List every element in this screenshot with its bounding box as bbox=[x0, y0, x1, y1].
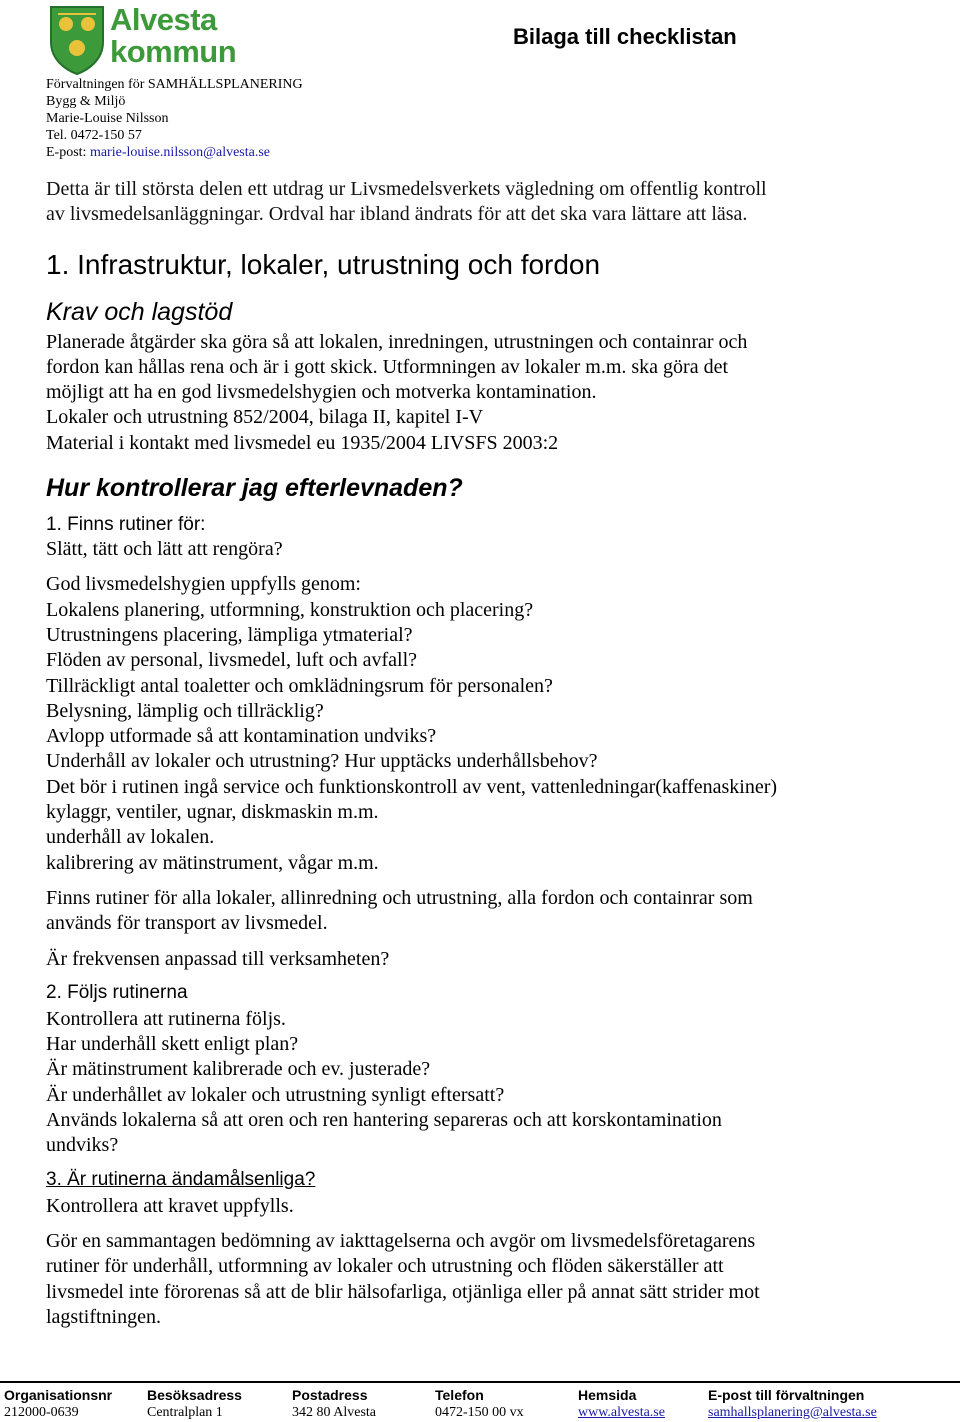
requirements-heading: Krav och lagstöd bbox=[46, 297, 233, 326]
sender-email-link[interactable]: marie-louise.nilsson@alvesta.se bbox=[89, 145, 271, 160]
requirements-line: möjligt att ha en god livsmedelshygien och motverka kontamination. bbox=[46, 381, 597, 404]
hygiene-line: Lokalens planering, utformning, konstruktion och placering? bbox=[46, 598, 534, 621]
footer-visit-value: Centralplan 1 bbox=[147, 1405, 223, 1420]
document-title: Bilaga till checklistan bbox=[513, 24, 737, 49]
footer-post-value: 342 80 Alvesta bbox=[292, 1405, 376, 1420]
requirements-line: fordon kan hållas rena och är i gott skick. Utformningen av lokaler m.m. ska göra det bbox=[46, 355, 729, 378]
assessment-line: Gör en sammantagen bedömning av iakttagelserna och avgör om livsmedelsföretagarens bbox=[46, 1229, 756, 1252]
hygiene-line: Utrustningens placering, lämpliga ytmaterial? bbox=[46, 623, 413, 646]
footer-mail-link[interactable]: samhallsplanering@alvesta.se bbox=[708, 1405, 877, 1420]
hygiene-line: Avlopp utformade så att kontamination undviks? bbox=[46, 725, 437, 748]
sender-email-row bbox=[46, 144, 303, 161]
intro-paragraph bbox=[46, 177, 926, 228]
question-2-line: Är mätinstrument kalibrerade och ev. justerade? bbox=[46, 1058, 431, 1081]
hygiene-line: Tillräckligt antal toaletter och omklädningsrum för personalen? bbox=[46, 674, 553, 697]
hygiene-line: underhåll av lokalen. bbox=[46, 826, 215, 849]
assessment-line: rutiner för underhåll, utformning av lokaler och utrustning och flöden säkerställer att bbox=[46, 1255, 724, 1278]
footer-web bbox=[578, 1387, 665, 1421]
footer-visit bbox=[147, 1387, 242, 1421]
question-2-line: undviks? bbox=[46, 1134, 119, 1157]
requirements-line: Material i kontakt med livsmedel eu 1935/2004 LIVSFS 2003:2 bbox=[46, 431, 559, 454]
document-body bbox=[46, 177, 926, 1330]
requirements-text bbox=[46, 330, 926, 456]
assessment-line: lagstiftningen. bbox=[46, 1305, 161, 1328]
sender-name: Marie-Louise Nilsson bbox=[46, 111, 169, 126]
question-1-title: 1. Finns rutiner för: bbox=[46, 514, 206, 536]
assessment-paragraph bbox=[46, 1229, 926, 1330]
page-footer bbox=[0, 1381, 960, 1422]
footer-visit-label: Besöksadress bbox=[147, 1387, 242, 1403]
routines-line: används för transport av livsmedel. bbox=[46, 912, 328, 935]
hygiene-line: God livsmedelshygien uppfylls genom: bbox=[46, 573, 361, 596]
hygiene-line: kylaggr, ventiler, ugnar, diskmaskin m.m. bbox=[46, 801, 379, 824]
footer-web-label: Hemsida bbox=[578, 1387, 637, 1403]
hygiene-line: Det bör i rutinen ingå service och funktionskontroll av vent, vattenledningar(kaffenaskiner) bbox=[46, 775, 778, 798]
requirements-line: Planerade åtgärder ska göra så att lokalen, inredningen, utrustningen och containrar och bbox=[46, 330, 748, 353]
hygiene-line: Belysning, lämplig och tillräcklig? bbox=[46, 699, 324, 722]
control-heading: Hur kontrollerar jag efterlevnaden? bbox=[46, 474, 463, 503]
hygiene-line: Flöden av personal, livsmedel, luft och avfall? bbox=[46, 649, 418, 672]
footer-phone-label: Telefon bbox=[435, 1387, 484, 1403]
assessment-line: livsmedel inte förorenas så att de blir hälsofarliga, otjänliga eller på annat sätt strider mot bbox=[46, 1280, 760, 1303]
hygiene-line: Underhåll av lokaler och utrustning? Hur upptäcks underhållsbehov? bbox=[46, 750, 598, 773]
logo-text-line1: Alvesta bbox=[110, 2, 217, 37]
sender-department: Förvaltningen för SAMHÄLLSPLANERING bbox=[46, 77, 303, 92]
question-2-line: Är underhållet av lokaler och utrustning synligt eftersatt? bbox=[46, 1083, 505, 1106]
question-3-title: 3. Är rutinerna ändamålsenliga? bbox=[46, 1168, 316, 1190]
footer-mail-label: E-post till förvaltningen bbox=[708, 1387, 865, 1403]
footer-org-label: Organisationsnr bbox=[4, 1387, 113, 1403]
footer-org-value: 212000-0639 bbox=[4, 1405, 79, 1420]
footer-post-label: Postadress bbox=[292, 1387, 368, 1403]
footer-web-link[interactable]: www.alvesta.se bbox=[578, 1405, 665, 1420]
routines-line: Finns rutiner för alla lokaler, allinredning och utrustning, alla fordon och containrar som bbox=[46, 886, 753, 909]
hygiene-list bbox=[46, 572, 926, 876]
footer-phone-value: 0472-150 00 vx bbox=[435, 1405, 524, 1420]
section-title: 1. Infrastruktur, lokaler, utrustning och fordon bbox=[46, 248, 601, 280]
question-2-line: Kontrollera att rutinerna följs. bbox=[46, 1007, 286, 1030]
coat-of-arms-icon bbox=[48, 4, 106, 76]
question-3-lead: Kontrollera att kravet uppfylls. bbox=[46, 1194, 294, 1217]
routines-paragraph bbox=[46, 886, 926, 937]
footer-org bbox=[4, 1387, 112, 1421]
question-2-title: 2. Följs rutinerna bbox=[46, 981, 188, 1003]
municipality-logo bbox=[48, 4, 248, 76]
logo-text-line2: kommun bbox=[110, 34, 237, 69]
question-2-line: Har underhåll skett enligt plan? bbox=[46, 1033, 299, 1056]
requirements-line: Lokaler och utrustning 852/2004, bilaga II, kapitel I-V bbox=[46, 406, 484, 429]
frequency-question: Är frekvensen anpassad till verksamheten? bbox=[46, 947, 390, 970]
question-2-line: Används lokalerna så att oren och ren hantering separeras och att korskontamination bbox=[46, 1109, 722, 1132]
hygiene-line: kalibrering av mätinstrument, vågar m.m. bbox=[46, 851, 379, 874]
sender-email-label: E-post: bbox=[46, 145, 87, 160]
footer-post bbox=[292, 1387, 376, 1421]
intro-line: Detta är till största delen ett utdrag ur Livsmedelsverkets vägledning om offentlig kontroll bbox=[46, 178, 767, 200]
intro-line: av livsmedelsanläggningar. Ordval har ibland ändrats för att det ska vara lättare att läsa. bbox=[46, 203, 748, 226]
question-1-lead: Slätt, tätt och lätt att rengöra? bbox=[46, 538, 283, 561]
footer-mail bbox=[708, 1387, 877, 1421]
sender-phone: Tel. 0472-150 57 bbox=[46, 128, 142, 143]
sender-unit: Bygg & Miljö bbox=[46, 94, 126, 109]
sender-block bbox=[46, 76, 303, 161]
question-2-list bbox=[46, 1007, 926, 1159]
footer-phone bbox=[435, 1387, 524, 1421]
